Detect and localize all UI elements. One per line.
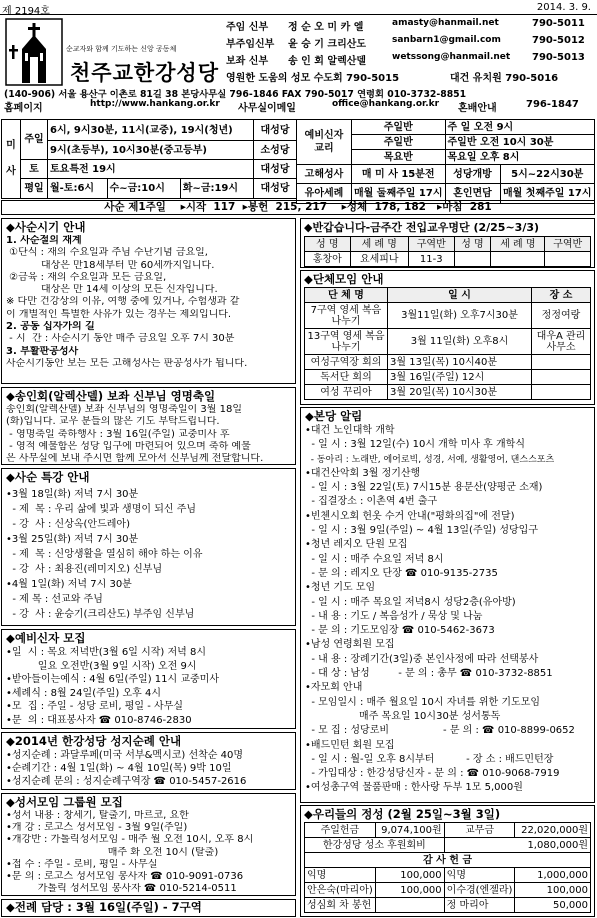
text-line: •받아들이는예식 : 4월 6일(주일) 11시 교중미사 [6,674,219,685]
infant-baptism-label: 유아세례 [297,184,352,204]
institutions-row [222,69,594,86]
table-cell: 50,000 [515,898,591,913]
mass-times: 수~금:10시 [107,179,180,199]
wedding-info-label: 혼배안내 [458,103,497,114]
table-cell [532,370,591,385]
lecture-title: ◆사순 특강 안내 [6,470,90,484]
catechism-label: 예비신자 교리 [297,120,352,165]
text-line: •4월 1일(화) 저녁 7시 30분 [6,579,132,590]
text-line: ②금육 : 재의 수요일과 모든 금요일, [6,271,167,283]
table-cell: 100,000 [515,883,591,898]
mass-day: 평일 [21,179,48,199]
clergy-role: 부주임신부 [226,39,275,50]
liturgy-stats [1,200,595,215]
class-name: 목요반 [352,150,446,165]
clergy-row [222,52,594,69]
mass-place: 대성당 [254,120,297,141]
lent-title: ◆사순시기 안내 [6,220,86,234]
issue-number: 제 2194호 [2,6,50,17]
mass-times: 화~금:19시 [180,179,253,199]
bible-study-title: ◆성서모임 그룹원 모집 [6,795,123,809]
text-line: 3. 부활판공성사 [6,345,79,357]
text-line: - 강 사 : 윤승기(크리산도) 부주임 신부님 [6,609,195,620]
infant-baptism-text: 매월 둘째주일 17시 [352,184,446,204]
notices-title: ◆본당 알림 [305,409,363,423]
table-cell: 홍창아 [305,252,351,267]
text-line: - 영적 예물함은 성당 입구에 마련되어 있으며 축하 예물 [6,440,251,452]
text-line: ①단식 : 재의 수요일과 주님 수난기념 금요일, [6,247,208,259]
address-line: (140-906) 서울 용산구 이촌로 81길 38 본당사무실 796-1846 FAX 790-5017 연령회 010-3732-8851 [4,89,467,100]
confession-label: 고해성사 [297,165,352,184]
table-cell: 교무금 [444,823,515,838]
text-line: - 일 시 : 3월 22일(토) 7시15분 용문산(양평군 소재) [305,482,543,494]
confession-text: 매 미 사 15분전 [352,165,446,184]
text-line: (화)입니다. 교우 분들의 많은 기도 부탁드립니다. [6,416,220,428]
table-header: 성 명 [305,237,351,252]
mass-place: 대성당 [254,179,297,199]
table-row [305,868,591,883]
catechumen-section [1,629,296,729]
text-line: •순례기간 : 4월 1일(화) ~ 4월 10일(목) 9박 10일 [6,763,232,774]
clergy-email[interactable]: wetssong@hanmail.net [392,52,511,62]
text-line: •문 의 : 대표봉사자 ☎ 010-8746-2830 [6,714,192,726]
feast-title: ◆송인회(알렉산델) 보좌 신부님 영명축일 [6,389,216,403]
table-cell: 100,000 [375,868,444,883]
clergy-row [222,18,594,35]
text-line: - 일 시 : 월-일 오후 8시부터 - 장 소 : 배드민턴장 [305,753,554,765]
table-header: 일 시 [388,288,532,303]
text-line: - 일 시 : 매주 목요일 저녁8시 성당2층(유아방) [305,596,516,608]
table-row [305,370,591,385]
mass-day: 주일 [21,120,48,160]
mass-side-label: 미 사 [2,120,21,199]
table-cell: 익명 [444,868,515,883]
text-line: - 집결장소 : 이촌역 4번 출구 [305,496,438,508]
table-header: 장 소 [532,288,591,303]
text-line: 송인회(알렉산델) 보좌 신부님의 영명축일이 3월 18일 [6,404,242,415]
pilgrimage-title: ◆2014년 한강성당 성지순례 안내 [6,734,182,748]
text-line: •3월 18일(화) 저녁 7시 30분 [6,489,139,500]
clergy-phone: 790-5012 [532,35,585,46]
table-cell: 여성 꾸리아 [305,385,388,400]
table-cell [532,355,591,370]
text-line: •문 의 : 로고스 성서모임 봉사자 ☎ 010-9091-0736 [6,871,244,883]
table-cell: 1,080,000원 [444,838,590,853]
text-line: 2. 공동 십자가의 길 [6,321,95,333]
notices-section [300,407,595,803]
text-line: •일 시 : 목요 저녁반(3월 6일 시작) 저녁 8시 [6,647,207,658]
text-line: - 영명축일 축하행사 : 3월 16일(주일) 교중미사 후 [6,428,230,440]
text-line: •개강반 : 가톨릭성서모임 - 매주 월 오전 10시, 오후 8시 [6,834,254,846]
table-cell: 3월 16일(주일) 12시 [388,370,532,385]
table-header: 단 체 명 [305,288,388,303]
mass-times: 토요특전 19시 [48,160,254,179]
text-line: - 제 목 : 우리 삶에 빛과 생명이 되신 주님 [6,504,197,515]
homepage-link[interactable]: http://www.hankang.or.kr [90,99,220,109]
liturgy-stats-text: 사순 제1주일 ▸시작 117 ▸봉헌 215, 217 ▸성체 178, 182 ▸마침 281 [104,201,492,213]
lecture-section [1,468,296,626]
table-row [305,823,591,838]
table-cell: 이수경(엔젤라) [444,883,515,898]
text-line: •성지순례 문의 : 성지순례구역장 ☎ 010-5457-2616 [6,776,247,787]
text-line: •배드민턴 회원 모집 [305,739,395,751]
clergy-row [222,35,594,52]
mass-place: 대성당 [254,160,297,179]
clergy-name: 송 인 회 알렉산델 [288,56,367,67]
table-cell: 1,000,000 [515,868,591,883]
class-name: 주일반 [352,120,446,135]
table-cell: 대우A 관리사무소 [532,329,591,355]
table-row [305,898,591,913]
church-motto: 순교자와 함께 기도하는 신앙 공동체 [66,45,177,53]
table-row [305,329,591,355]
pilgrimage-section [1,732,296,790]
table-cell [454,252,491,267]
catechumen-title: ◆예비신자 모집 [6,631,86,645]
clergy-phone: 790-5011 [532,18,585,29]
text-line: - 동아리 : 노래반, 에어로빅, 성경, 서예, 생활영어, 댄스스포츠 [305,454,555,465]
kindergarten-info: 대건 유치원 790-5016 [450,73,559,84]
table-cell: 22,020,000원 [515,823,591,838]
text-line: •청년 레지오 단원 모집 [305,539,408,551]
clergy-role: 주임 신부 [226,22,269,33]
table-cell [545,252,591,267]
text-line: •성서 내용 : 창세기, 탈출기, 마르코, 요한 [6,810,189,821]
web-row [0,99,597,114]
church-open-text: 5시~22시30분 [500,165,595,184]
text-line: 대상은 만 14세 이상의 모든 신자입니다. [6,284,218,296]
thanks-offering-header: 감 사 헌 금 [305,853,591,868]
text-line: •여성총구역 물품판매 : 한사랑 두부 1모 5,000원 [305,782,523,794]
text-line: - 강 사 : 최용진(레미지오) 신부님 [6,564,163,575]
class-time: 주 일 오전 9시 [445,120,595,135]
table-cell: 3월 11일(화) 오후8시 [388,329,532,355]
text-line: 대상은 만18세부터 만 60세까지입니다. [6,259,215,271]
text-line: •남성 연령회원 모집 [305,639,395,651]
text-line: - 가입대상 : 한강성당신자 - 문 의 : ☎ 010-9068-7919 [305,768,560,780]
text-line: 매주 목요일 10시30분 성서통독 [305,710,501,722]
table-row [305,252,591,267]
table-row [305,838,591,853]
newcomer-table [304,236,591,267]
church-logo [4,17,64,87]
groups-section [300,270,595,405]
table-row [305,883,591,898]
feast-section [1,387,296,465]
text-line: - 일 시 : 3월 12일(수) 10시 개학 미사 후 개학식 [305,439,525,451]
text-line: - 일 시 : 3월 9일(주일) ~ 4월 13일(주일) 성당입구 [305,525,538,537]
text-line: 매주 화 오전 10시 (탈출) [6,846,219,858]
text-line: •모 집 : 주일 - 성당 로비, 평일 - 사무실 [6,701,184,712]
class-time: 주일반 오전 10시 30분 [445,135,595,150]
table-cell: 정정여랑 [532,303,591,329]
mass-times: 6시, 9시30분, 11시(교중), 19시(청년) [48,120,254,141]
text-line: - 시 간 : 사순시기 동안 매주 금요일 오후 7시 30분 [6,333,235,345]
table-cell [375,898,444,913]
text-line: - 모 집 : 성당로비 - 문 의 : ☎ 010-8899-0652 [305,725,575,737]
text-line: •빈첸시오회 헌옷 수거 안내("평화의집"에 전달) [305,510,515,522]
clergy-phone: 790-5013 [532,52,585,63]
class-name: 주일반 [352,135,446,150]
office-email-label: 사무실이메일 [238,103,296,114]
mass-schedule-table [1,119,297,199]
table-cell: 독서단 회의 [305,370,388,385]
bible-study-section [1,793,296,896]
table-header: 성 명 [454,237,491,252]
mass-place: 소성당 [254,141,297,160]
group-meeting-table [304,287,591,400]
table-cell: 성심회 차 봉헌 [305,898,376,913]
clergy-list [222,18,594,86]
mass-times: 월-토:6시 [48,179,108,199]
table-cell [491,252,545,267]
offering-table [304,822,591,913]
text-line: - 내 용 : 기도 / 복음성가 / 묵상 및 나눔 [305,610,483,622]
class-time: 목요일 오후 8시 [445,150,595,165]
clergy-email[interactable]: amasty@hanmail.net [392,18,499,28]
welcome-title: ◆반갑습니다-금주간 전입교우명단 (2/25~3/3) [304,221,540,234]
mass-day: 토 [21,160,48,179]
text-line: 사순시기동안 보는 모든 고해성사는 판공성사가 됩니다. [6,357,248,369]
text-line: - 모임일시 : 매주 월요일 10시 자녀를 위한 기도모임 [305,696,541,708]
welcome-section [300,218,595,268]
offering-section [300,805,595,917]
homepage-label: 홈페이지 [4,103,43,114]
table-cell: 익명 [305,868,376,883]
catechism-table [296,119,595,204]
marriage-label: 혼인면담 [445,184,500,204]
table-cell: 11-3 [409,252,455,267]
text-line: 이 개별적인 특별한 사유가 있는 경우는 제외입니다. [6,308,232,320]
text-line: •세례식 : 8월 24일(주일) 오후 4시 [6,687,162,699]
text-line: 1. 사순절의 재계 [6,235,82,246]
table-cell: 주일헌금 [305,823,376,838]
text-line: •청년 기도 모임 [305,582,376,594]
table-header: 구역반 [545,237,591,252]
text-line: - 대 상 : 남성 - 문 의 : 총무 ☎ 010-3732-8851 [305,668,553,680]
text-line: ※ 다만 건강상의 이유, 여행 중에 있거나, 수험생과 같 [6,296,240,308]
issue-date: 2014. 3. 9. [536,2,591,13]
table-cell: 3월11일(화) 오후7시30분 [388,303,532,329]
lent-section [1,218,296,384]
text-line: •대건 노인대학 개학 [305,425,395,436]
table-cell: 한강성당 성소 후원회비 [305,838,445,853]
text-line: •성지순례 : 과달루페(미국 서부&멕시코) 선착순 40명 [6,750,244,761]
table-cell: 3월 20일(목) 10시30분 [388,385,532,400]
text-line: - 문 의 : 기도모임장 ☎ 010-5462-3673 [305,625,495,637]
table-cell: 7구역 영세 복음 나누기 [305,303,388,329]
table-header: 세 례 명 [350,237,408,252]
table-cell: 안은숙(마리아) [305,883,376,898]
text-line: - 강 사 : 신상옥(안드레아) [6,519,130,530]
table-cell [532,385,591,400]
table-cell: 정 마리아 [444,898,515,913]
text-line: - 내 용 : 장례기간(3일)중 본인사정에 따라 선택봉사 [305,653,539,665]
header-rule [0,14,597,15]
text-line: 은 사무실에 보내 주시면 함께 모아서 신부님께 전달합니다. [6,453,264,465]
liturgy-duty-text: ◆전례 담당 : 3월 16일(주일) - 7구역 [6,900,202,914]
mass-times: 9시(초등부), 10시30분(중고등부) [48,141,254,160]
text-line: - 문 의 : 레지오 단장 ☎ 010-9135-2735 [305,567,498,579]
office-email-link[interactable]: office@hankang.or.kr [332,99,440,109]
text-line: •3월 25일(화) 저녁 7시 30분 [6,534,139,545]
groups-title: ◆단체모임 안내 [304,272,384,286]
table-cell: 13구역 영세 복음 나누기 [305,329,388,355]
table-row [305,303,591,329]
text-line: •대건산악회 3월 정기산행 [305,467,421,479]
table-cell: 3월 13일(목) 10시40분 [388,355,532,370]
clergy-name: 윤 승 기 크리산도 [288,39,367,50]
text-line: - 제 목 : 신앙생활을 열심히 해야 하는 이유 [6,549,203,560]
table-header: 세 례 명 [491,237,545,252]
table-cell: 100,000 [375,883,444,898]
text-line: •자모회 안내 [305,682,363,694]
offering-title: ◆우리들의 정성 (2월 25일~3월 3일) [304,807,501,821]
clergy-email[interactable]: sanbarn1@gmail.com [392,35,501,45]
text-line: - 제 목 : 선교와 주님 [6,594,103,605]
table-cell: 요세피나 [350,252,408,267]
liturgy-duty-section [1,899,296,917]
church-open-label: 성당개방 [445,165,500,184]
monastery-info: 영원한 도움의 성모 수도회 790-5015 [226,73,400,84]
church-name: 천주교한강성당 [70,61,220,85]
text-line: 일요 오전반(3월 9일 시작) 오전 9시 [6,660,197,672]
clergy-role: 보좌 신부 [226,56,269,67]
table-cell: 여성구역장 회의 [305,355,388,370]
marriage-text: 매월 첫째주일 17시 [500,184,595,204]
text-line: - 일 시 : 매주 수요일 저녁 8시 [305,553,444,565]
table-header: 구역반 [409,237,455,252]
text-line: •개 강 : 로고스 성서모임 - 3월 9일(주일) [6,822,188,834]
table-cell: 9,074,100원 [375,823,444,838]
table-row [305,355,591,370]
table-row [305,385,591,400]
text-line: 가톨릭 성서모임 봉사자 ☎ 010-5214-0511 [6,883,237,895]
text-line: •접 수 : 주일 - 로비, 평일 - 사무실 [6,858,158,870]
wedding-info-phone: 796-1847 [526,99,579,110]
clergy-name: 정 순 오 미 카 엘 [288,22,364,33]
